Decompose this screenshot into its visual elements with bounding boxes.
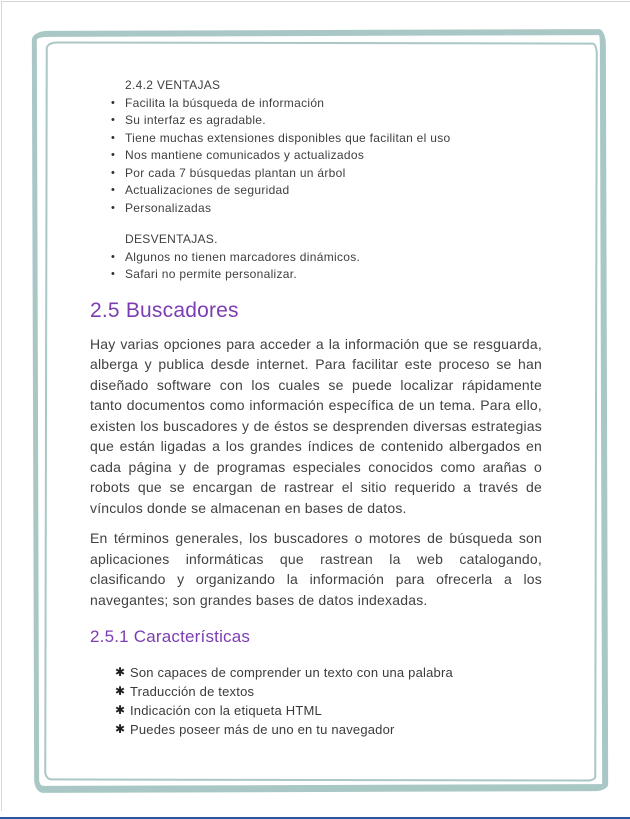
list-item-text: Facilita la búsqueda de información — [125, 95, 325, 110]
heading-caracteristicas: 2.5.1 Características — [90, 627, 251, 646]
list-item-text: Indicación con la etiqueta HTML — [130, 703, 322, 718]
bullet-dot-icon: • — [111, 250, 116, 263]
list-item — [115, 701, 542, 720]
list-item-text: Su interfaz es agradable. — [125, 113, 266, 127]
list-item-text: Tiene muchas extensiones disponibles que facilitan el uso — [125, 130, 451, 145]
list-item-text: Puedes poseer más de uno en tu navegador — [130, 722, 395, 737]
bullet-dot-icon: • — [111, 96, 116, 109]
list-item — [111, 182, 542, 200]
paragraph-buscadores-2: En términos generales, los buscadores o motores de búsqueda son aplicaciones informáticas que rastrean la web catalogando, clasificando y organizando la información para ofrecerla a los navegantes; son grandes bases de datos indexadas. — [90, 530, 542, 608]
list-item-text: Por cada 7 búsquedas plantan un árbol — [125, 165, 346, 180]
list-item — [111, 266, 542, 284]
bullet-dot-icon: • — [111, 268, 116, 280]
list-item-text: Traducción de textos — [130, 684, 255, 699]
heading-buscadores: 2.5 Buscadores — [90, 298, 239, 322]
list-item — [115, 663, 542, 682]
section-label-ventajas: 2.4.2 VENTAJAS — [125, 78, 221, 92]
desventajas-list — [111, 249, 542, 284]
star-bullet-icon: ✱ — [115, 722, 126, 736]
list-item — [111, 165, 542, 183]
bullet-dot-icon: • — [111, 201, 116, 214]
star-bullet-icon: ✱ — [115, 684, 126, 698]
list-item — [111, 147, 542, 165]
list-item-text: Actualizaciones de seguridad — [125, 183, 290, 197]
list-item-text: Personalizadas — [125, 200, 212, 215]
bullet-dot-icon: • — [111, 166, 116, 179]
ventajas-list — [111, 95, 542, 218]
document-content — [90, 0, 542, 739]
caracteristicas-list — [115, 663, 542, 739]
bullet-dot-icon: • — [111, 149, 116, 161]
star-bullet-icon: ✱ — [115, 665, 126, 679]
list-item — [111, 112, 542, 130]
list-item-text: Nos mantiene comunicados y actualizados — [125, 148, 365, 162]
star-bullet-icon: ✱ — [115, 703, 126, 717]
list-item — [111, 130, 542, 148]
paragraph-buscadores-1: Hay varias opciones para acceder a la información que se resguarda, alberga y publica desde internet. Para facilitar este proceso se han diseñado software con los cuales se puede localizar rápidamente tanto documentos como información específica de un tema. Para ello, existen los buscadores y de éstos se desprenden diversas estrategias que están ligadas a los grandes índices de contenido albergados en cada página y de programas especiales conocidos como arañas o robots que se encargan de rastrear el sitio requerido a través de vínculos donde se almacenan en bases de datos. — [90, 335, 542, 516]
list-item — [111, 249, 542, 267]
page-edge-left — [1, 1, 2, 811]
list-item-text: Algunos no tienen marcadores dinámicos. — [125, 249, 361, 264]
bullet-dot-icon: • — [111, 184, 116, 196]
list-item-text: Son capaces de comprender un texto con una palabra — [130, 665, 453, 680]
bullet-dot-icon: • — [111, 131, 116, 144]
section-label-desventajas: DESVENTAJAS. — [125, 232, 218, 246]
list-item — [111, 95, 542, 113]
list-item — [115, 682, 542, 701]
bullet-dot-icon: • — [111, 114, 116, 126]
list-item-text: Safari no permite personalizar. — [125, 267, 298, 281]
list-item — [115, 720, 542, 739]
list-item — [111, 200, 542, 218]
